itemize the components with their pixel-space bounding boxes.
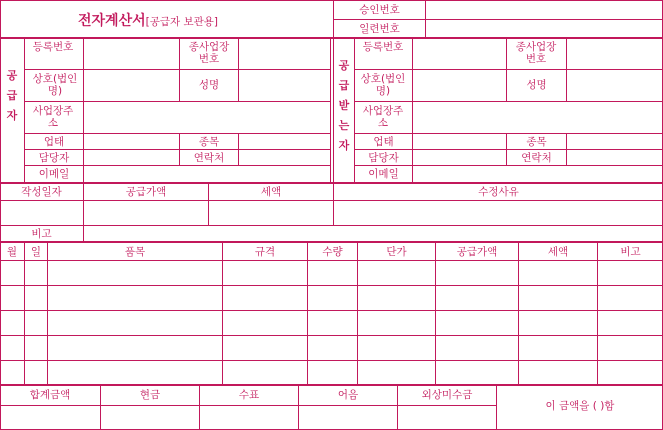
- receiver-biz-type-label: 업태: [373, 136, 394, 148]
- check-label: 수표: [238, 389, 260, 401]
- tax-label: 세액: [260, 186, 282, 198]
- title-sub: [공급자 보관용]: [145, 16, 219, 28]
- serial-no-label: 일련번호: [359, 23, 400, 35]
- receiver-email-label: 이메일: [368, 168, 399, 180]
- receiver-address-label: 사업장주소: [362, 105, 404, 129]
- receiver-company-label: 상호(법인명): [360, 73, 406, 97]
- date-label: 작성일자: [21, 186, 62, 198]
- supplier-address-label: 사업장주소: [32, 105, 74, 129]
- items-header-item: 품목: [124, 246, 146, 258]
- supplier-reg-no-label: 등록번호: [32, 41, 74, 53]
- supply-amount-label: 공급가액: [125, 186, 167, 198]
- supplier-biz-type-label: 업태: [43, 136, 65, 148]
- credit-label: 외상미수금: [421, 389, 473, 401]
- supplier-side-label: 공급자: [6, 69, 18, 122]
- items-header-supply-amount: 공급가액: [456, 246, 498, 258]
- receiver-reg-no-label: 등록번호: [362, 41, 404, 53]
- supplier-name-label: 성명: [198, 79, 220, 91]
- receiver-contact-label: 연락처: [521, 152, 552, 164]
- approval-no-label: 승인번호: [359, 4, 400, 16]
- bill-label: 어음: [337, 389, 359, 401]
- note-label: 비고: [31, 228, 52, 240]
- items-header-day: 일: [30, 246, 42, 258]
- supplier-sub-biz-no-label: 종사업장번호: [188, 41, 230, 65]
- total-amount-label: 합계금액: [29, 389, 71, 401]
- items-header-tax: 세액: [547, 246, 569, 258]
- items-header-month: 월: [6, 246, 18, 258]
- revision-reason-label: 수정사유: [478, 186, 519, 198]
- cash-label: 현금: [139, 389, 161, 401]
- items-header-spec: 규격: [254, 246, 276, 258]
- receiver-sub-biz-no-label: 종사업장번호: [515, 41, 557, 65]
- receiver-manager-label: 담당자: [368, 152, 399, 164]
- supplier-manager-label: 담당자: [38, 152, 70, 164]
- supplier-email-label: 이메일: [38, 168, 70, 180]
- receiver-side-label: 공급받는자: [338, 59, 350, 152]
- title-main: 전자계산서: [78, 13, 146, 29]
- receiver-name-label: 성명: [526, 79, 547, 91]
- receiver-biz-item-label: 종목: [526, 136, 547, 148]
- items-header-unit-price: 단가: [386, 246, 407, 258]
- amount-claim-text: 이 금액을 ( )함: [545, 400, 615, 412]
- supplier-contact-label: 연락처: [193, 152, 225, 164]
- supplier-biz-item-label: 종목: [198, 136, 220, 148]
- items-header-note: 비고: [620, 246, 641, 258]
- items-header-qty: 수량: [322, 246, 343, 258]
- supplier-company-label: 상호(법인명): [32, 73, 78, 97]
- document-title: [78, 10, 218, 30]
